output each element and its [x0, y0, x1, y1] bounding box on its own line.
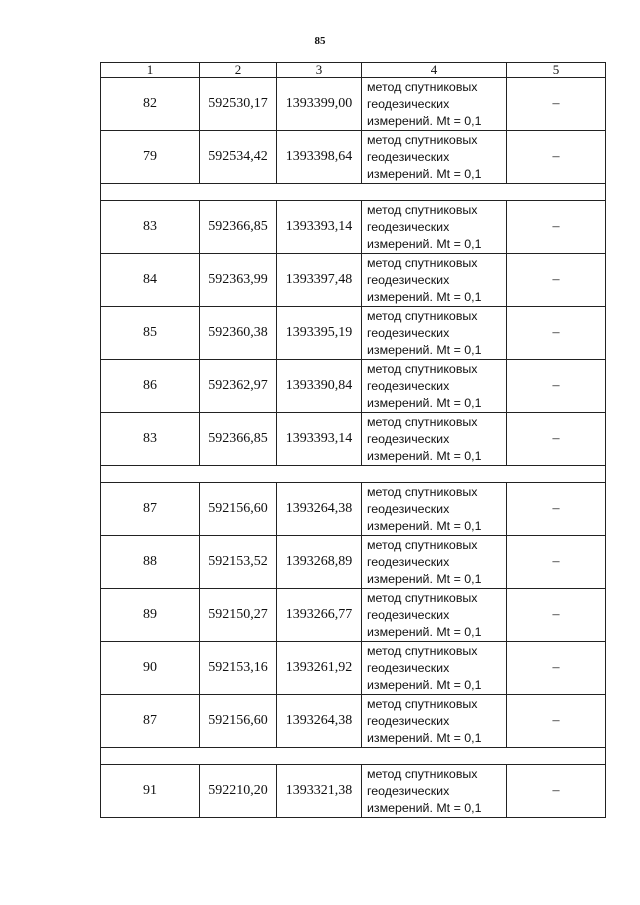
method-cell: метод спутниковых геодезических измерений. Mt = 0,1 [362, 695, 507, 748]
y-coordinate-cell: 1393321,38 [277, 765, 362, 818]
x-coordinate-cell: 592366,85 [200, 413, 277, 466]
column-header-3: 3 [277, 63, 362, 78]
table-header-row [101, 63, 606, 78]
y-coordinate-cell: 1393390,84 [277, 360, 362, 413]
note-cell: – [507, 483, 606, 536]
column-header-2: 2 [200, 63, 277, 78]
x-coordinate-cell: 592210,20 [200, 765, 277, 818]
note-cell: – [507, 695, 606, 748]
point-number-cell: 82 [101, 78, 200, 131]
y-coordinate-cell: 1393393,14 [277, 413, 362, 466]
method-cell: метод спутниковых геодезических измерений. Mt = 0,1 [362, 201, 507, 254]
table-row [101, 360, 606, 413]
point-number-cell: 89 [101, 589, 200, 642]
table-row [101, 765, 606, 818]
note-cell: – [507, 131, 606, 184]
point-number-cell: 85 [101, 307, 200, 360]
note-cell: – [507, 536, 606, 589]
point-number-cell: 91 [101, 765, 200, 818]
method-cell: метод спутниковых геодезических измерений. Mt = 0,1 [362, 254, 507, 307]
note-cell: – [507, 413, 606, 466]
method-cell: метод спутниковых геодезических измерений. Mt = 0,1 [362, 307, 507, 360]
method-cell: метод спутниковых геодезических измерений. Mt = 0,1 [362, 78, 507, 131]
point-number-cell: 84 [101, 254, 200, 307]
x-coordinate-cell: 592156,60 [200, 483, 277, 536]
page-number: 85 [314, 35, 326, 47]
x-coordinate-cell: 592534,42 [200, 131, 277, 184]
column-header-5: 5 [507, 63, 606, 78]
point-number-cell: 88 [101, 536, 200, 589]
x-coordinate-cell: 592366,85 [200, 201, 277, 254]
table-separator-row [101, 184, 606, 201]
table-row [101, 78, 606, 131]
method-cell: метод спутниковых геодезических измерений. Mt = 0,1 [362, 642, 507, 695]
x-coordinate-cell: 592363,99 [200, 254, 277, 307]
method-cell: метод спутниковых геодезических измерений. Mt = 0,1 [362, 131, 507, 184]
y-coordinate-cell: 1393266,77 [277, 589, 362, 642]
table-row [101, 413, 606, 466]
table-row [101, 483, 606, 536]
coordinates-table [100, 62, 606, 818]
method-cell: метод спутниковых геодезических измерений. Mt = 0,1 [362, 483, 507, 536]
x-coordinate-cell: 592530,17 [200, 78, 277, 131]
y-coordinate-cell: 1393264,38 [277, 483, 362, 536]
point-number-cell: 83 [101, 413, 200, 466]
separator-cell [101, 466, 606, 483]
separator-cell [101, 184, 606, 201]
note-cell: – [507, 201, 606, 254]
x-coordinate-cell: 592156,60 [200, 695, 277, 748]
method-cell: метод спутниковых геодезических измерений. Mt = 0,1 [362, 765, 507, 818]
point-number-cell: 79 [101, 131, 200, 184]
table-row [101, 307, 606, 360]
note-cell: – [507, 78, 606, 131]
y-coordinate-cell: 1393397,48 [277, 254, 362, 307]
table-row [101, 536, 606, 589]
point-number-cell: 87 [101, 483, 200, 536]
x-coordinate-cell: 592362,97 [200, 360, 277, 413]
point-number-cell: 90 [101, 642, 200, 695]
x-coordinate-cell: 592153,16 [200, 642, 277, 695]
separator-cell [101, 748, 606, 765]
note-cell: – [507, 307, 606, 360]
method-cell: метод спутниковых геодезических измерений. Mt = 0,1 [362, 360, 507, 413]
table-row [101, 254, 606, 307]
y-coordinate-cell: 1393399,00 [277, 78, 362, 131]
y-coordinate-cell: 1393398,64 [277, 131, 362, 184]
x-coordinate-cell: 592153,52 [200, 536, 277, 589]
table-row [101, 589, 606, 642]
y-coordinate-cell: 1393393,14 [277, 201, 362, 254]
table-row [101, 642, 606, 695]
point-number-cell: 87 [101, 695, 200, 748]
table-row [101, 201, 606, 254]
column-header-1: 1 [101, 63, 200, 78]
table-row [101, 695, 606, 748]
y-coordinate-cell: 1393268,89 [277, 536, 362, 589]
y-coordinate-cell: 1393395,19 [277, 307, 362, 360]
table-body [101, 78, 606, 818]
column-header-4: 4 [362, 63, 507, 78]
note-cell: – [507, 765, 606, 818]
note-cell: – [507, 360, 606, 413]
method-cell: метод спутниковых геодезических измерений. Mt = 0,1 [362, 413, 507, 466]
method-cell: метод спутниковых геодезических измерений. Mt = 0,1 [362, 589, 507, 642]
x-coordinate-cell: 592360,38 [200, 307, 277, 360]
x-coordinate-cell: 592150,27 [200, 589, 277, 642]
y-coordinate-cell: 1393264,38 [277, 695, 362, 748]
note-cell: – [507, 642, 606, 695]
point-number-cell: 86 [101, 360, 200, 413]
table-row [101, 131, 606, 184]
y-coordinate-cell: 1393261,92 [277, 642, 362, 695]
note-cell: – [507, 589, 606, 642]
table-separator-row [101, 466, 606, 483]
table-separator-row [101, 748, 606, 765]
method-cell: метод спутниковых геодезических измерений. Mt = 0,1 [362, 536, 507, 589]
note-cell: – [507, 254, 606, 307]
point-number-cell: 83 [101, 201, 200, 254]
